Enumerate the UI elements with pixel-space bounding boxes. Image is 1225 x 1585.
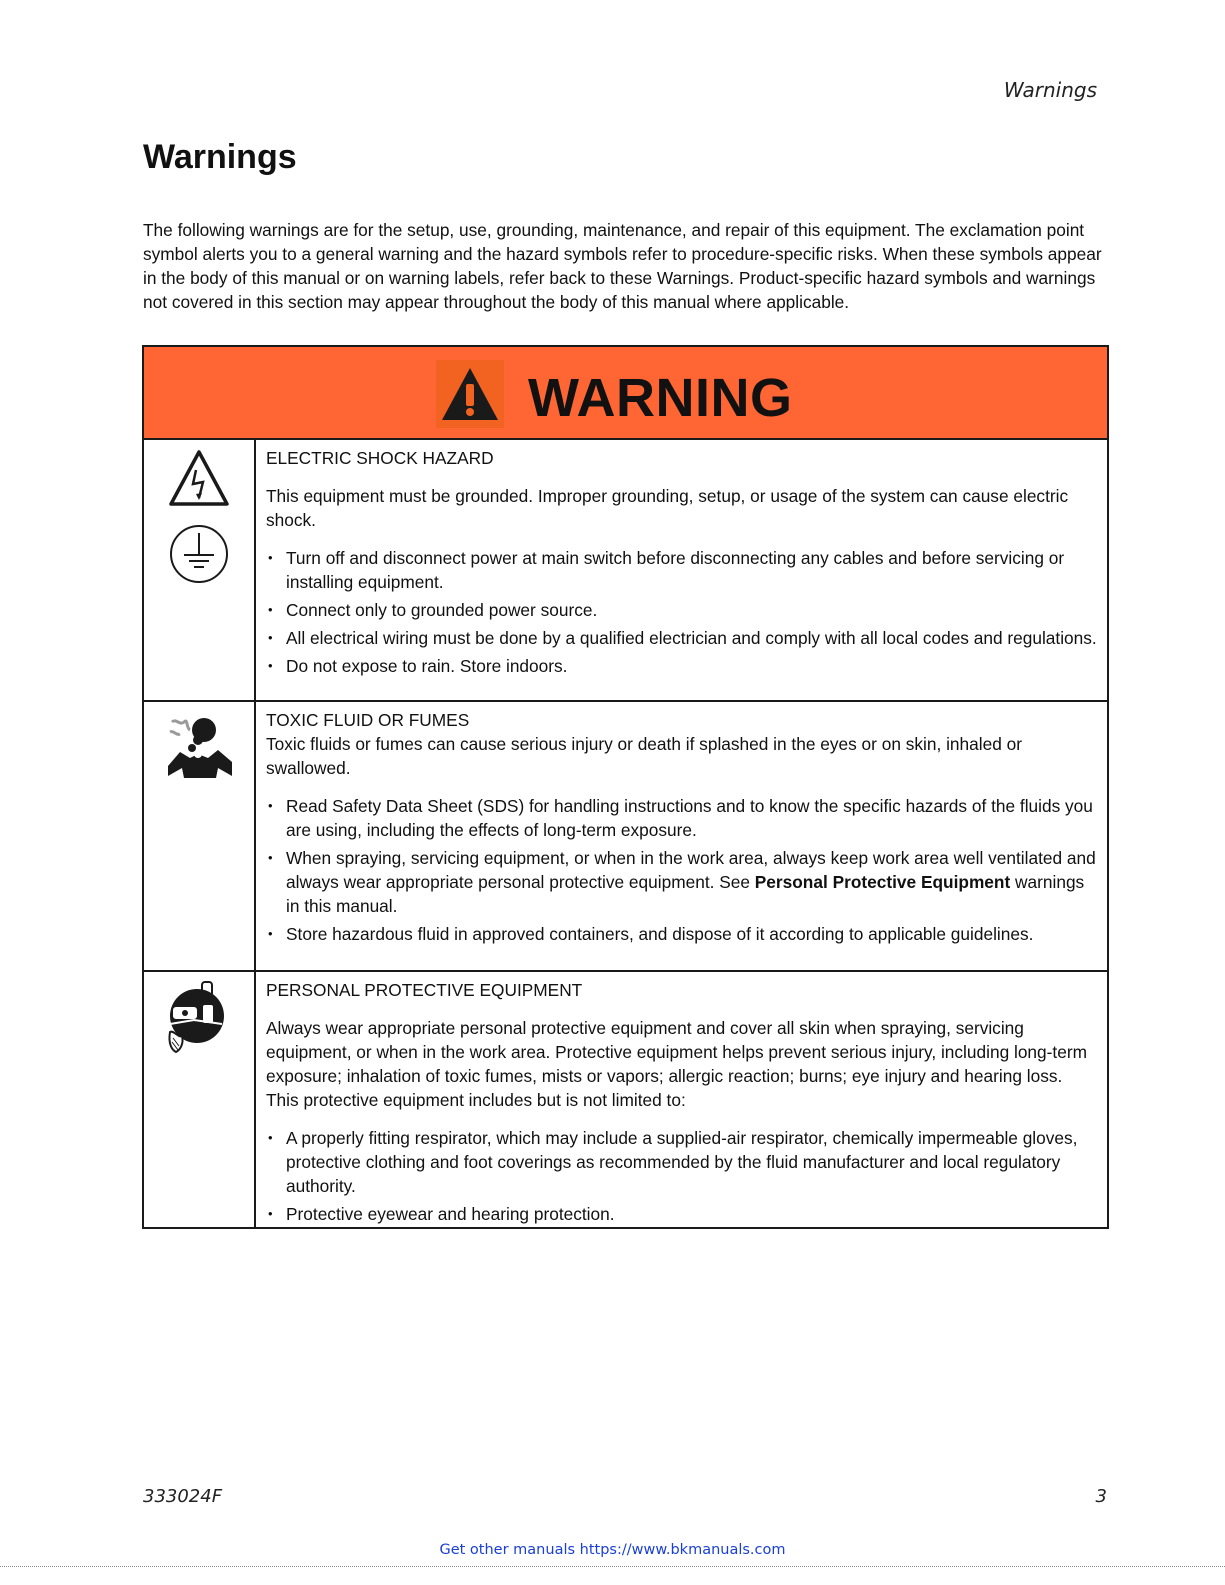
warning-row-ppe xyxy=(144,972,1107,1227)
protective-equipment-icon xyxy=(164,980,230,1056)
warning-row-toxic-fluid xyxy=(144,702,1107,972)
warning-row-electric-shock xyxy=(144,440,1107,702)
hazard-description: This equipment must be grounded. Improper grounding, setup, or usage of the system can cause electric shock. xyxy=(266,486,1069,530)
warning-icon-cell xyxy=(144,440,256,700)
warning-icon-cell xyxy=(144,972,256,1227)
list-item: • Connect only to grounded power source. xyxy=(266,598,1099,622)
warning-banner-label: WARNING xyxy=(528,368,793,428)
list-item: • A properly fitting respirator, which may include a supplied-air respirator, chemically impermeable gloves, protective clothing and foot coverings as recommended by the fluid manufacturer and local regulatory authority. xyxy=(266,1126,1099,1198)
exclamation-triangle-icon xyxy=(436,360,504,428)
list-item: • All electrical wiring must be done by a qualified electrician and comply with all local codes and regulations. xyxy=(266,626,1099,650)
list-item: • Turn off and disconnect power at main switch before disconnecting any cables and before servicing or installing equipment. xyxy=(266,546,1099,594)
hazard-description: Always wear appropriate personal protective equipment and cover all skin when spraying, servicing equipment, or when in the work area. Protective equipment helps prevent serious injury, including long-term exposure; inhalation of toxic fumes, mists or vapors; allergic reaction; burns; eye injury and hearing loss. This protective equipment includes but is not limited to: xyxy=(266,1018,1087,1110)
page-title: Warnings xyxy=(143,138,297,176)
list-item: • Protective eyewear and hearing protection. xyxy=(266,1202,1099,1226)
hazard-bullet-list xyxy=(266,794,1099,946)
warning-text-cell xyxy=(256,972,1107,1227)
warning-text-cell xyxy=(256,440,1107,700)
running-head: Warnings xyxy=(1003,78,1097,102)
warning-text-cell xyxy=(256,702,1107,970)
hazard-bullet-list xyxy=(266,546,1099,678)
list-item xyxy=(266,846,1099,918)
footer-divider xyxy=(0,1566,1225,1567)
hazard-title: ELECTRIC SHOCK HAZARD xyxy=(266,448,494,468)
list-item: • Read Safety Data Sheet (SDS) for handling instructions and to know the specific hazards of the fluids you are using, including the effects of long-term exposure. xyxy=(266,794,1099,842)
electric-shock-icon xyxy=(167,448,231,508)
cross-reference: Personal Protective Equipment xyxy=(754,872,1011,892)
warning-banner xyxy=(144,347,1107,440)
ground-icon xyxy=(168,523,230,585)
hazard-title: PERSONAL PROTECTIVE EQUIPMENT xyxy=(266,980,583,1000)
warning-table xyxy=(142,345,1109,1229)
hazard-title: TOXIC FLUID OR FUMES xyxy=(266,710,470,730)
list-item-text: warnings in this manual. xyxy=(286,872,1085,916)
hazard-description: Toxic fluids or fumes can cause serious injury or death if splashed in the eyes or on skin, inhaled or swallowed. xyxy=(266,734,1022,778)
document-number: 333024F xyxy=(143,1486,223,1507)
manuals-download-link[interactable]: Get other manuals https://www.bkmanuals.com xyxy=(439,1542,786,1558)
list-item: • Store hazardous fluid in approved containers, and dispose of it according to applicable guidelines. xyxy=(266,922,1099,946)
hazard-bullet-list xyxy=(266,1126,1099,1226)
intro-paragraph: The following warnings are for the setup, use, grounding, maintenance, and repair of this equipment. The exclamation point symbol alerts you to a general warning and the hazard symbols refer to procedure-specific risks. When these symbols appear in the body of this manual or on warning labels, refer back to these Warnings. Product-specific hazard symbols and warnings not covered in this section may appear throughout the body of this manual where applicable. xyxy=(143,220,1102,312)
page-number: 3 xyxy=(1095,1486,1107,1507)
toxic-fumes-icon xyxy=(162,710,234,780)
warning-icon-cell xyxy=(144,702,256,970)
list-item-text: When spraying, servicing equipment, or when in the work area, always keep work area well ventilated and always wear appropriate personal protective equipment. See xyxy=(286,848,1096,892)
list-item: • Do not expose to rain. Store indoors. xyxy=(266,654,1099,678)
